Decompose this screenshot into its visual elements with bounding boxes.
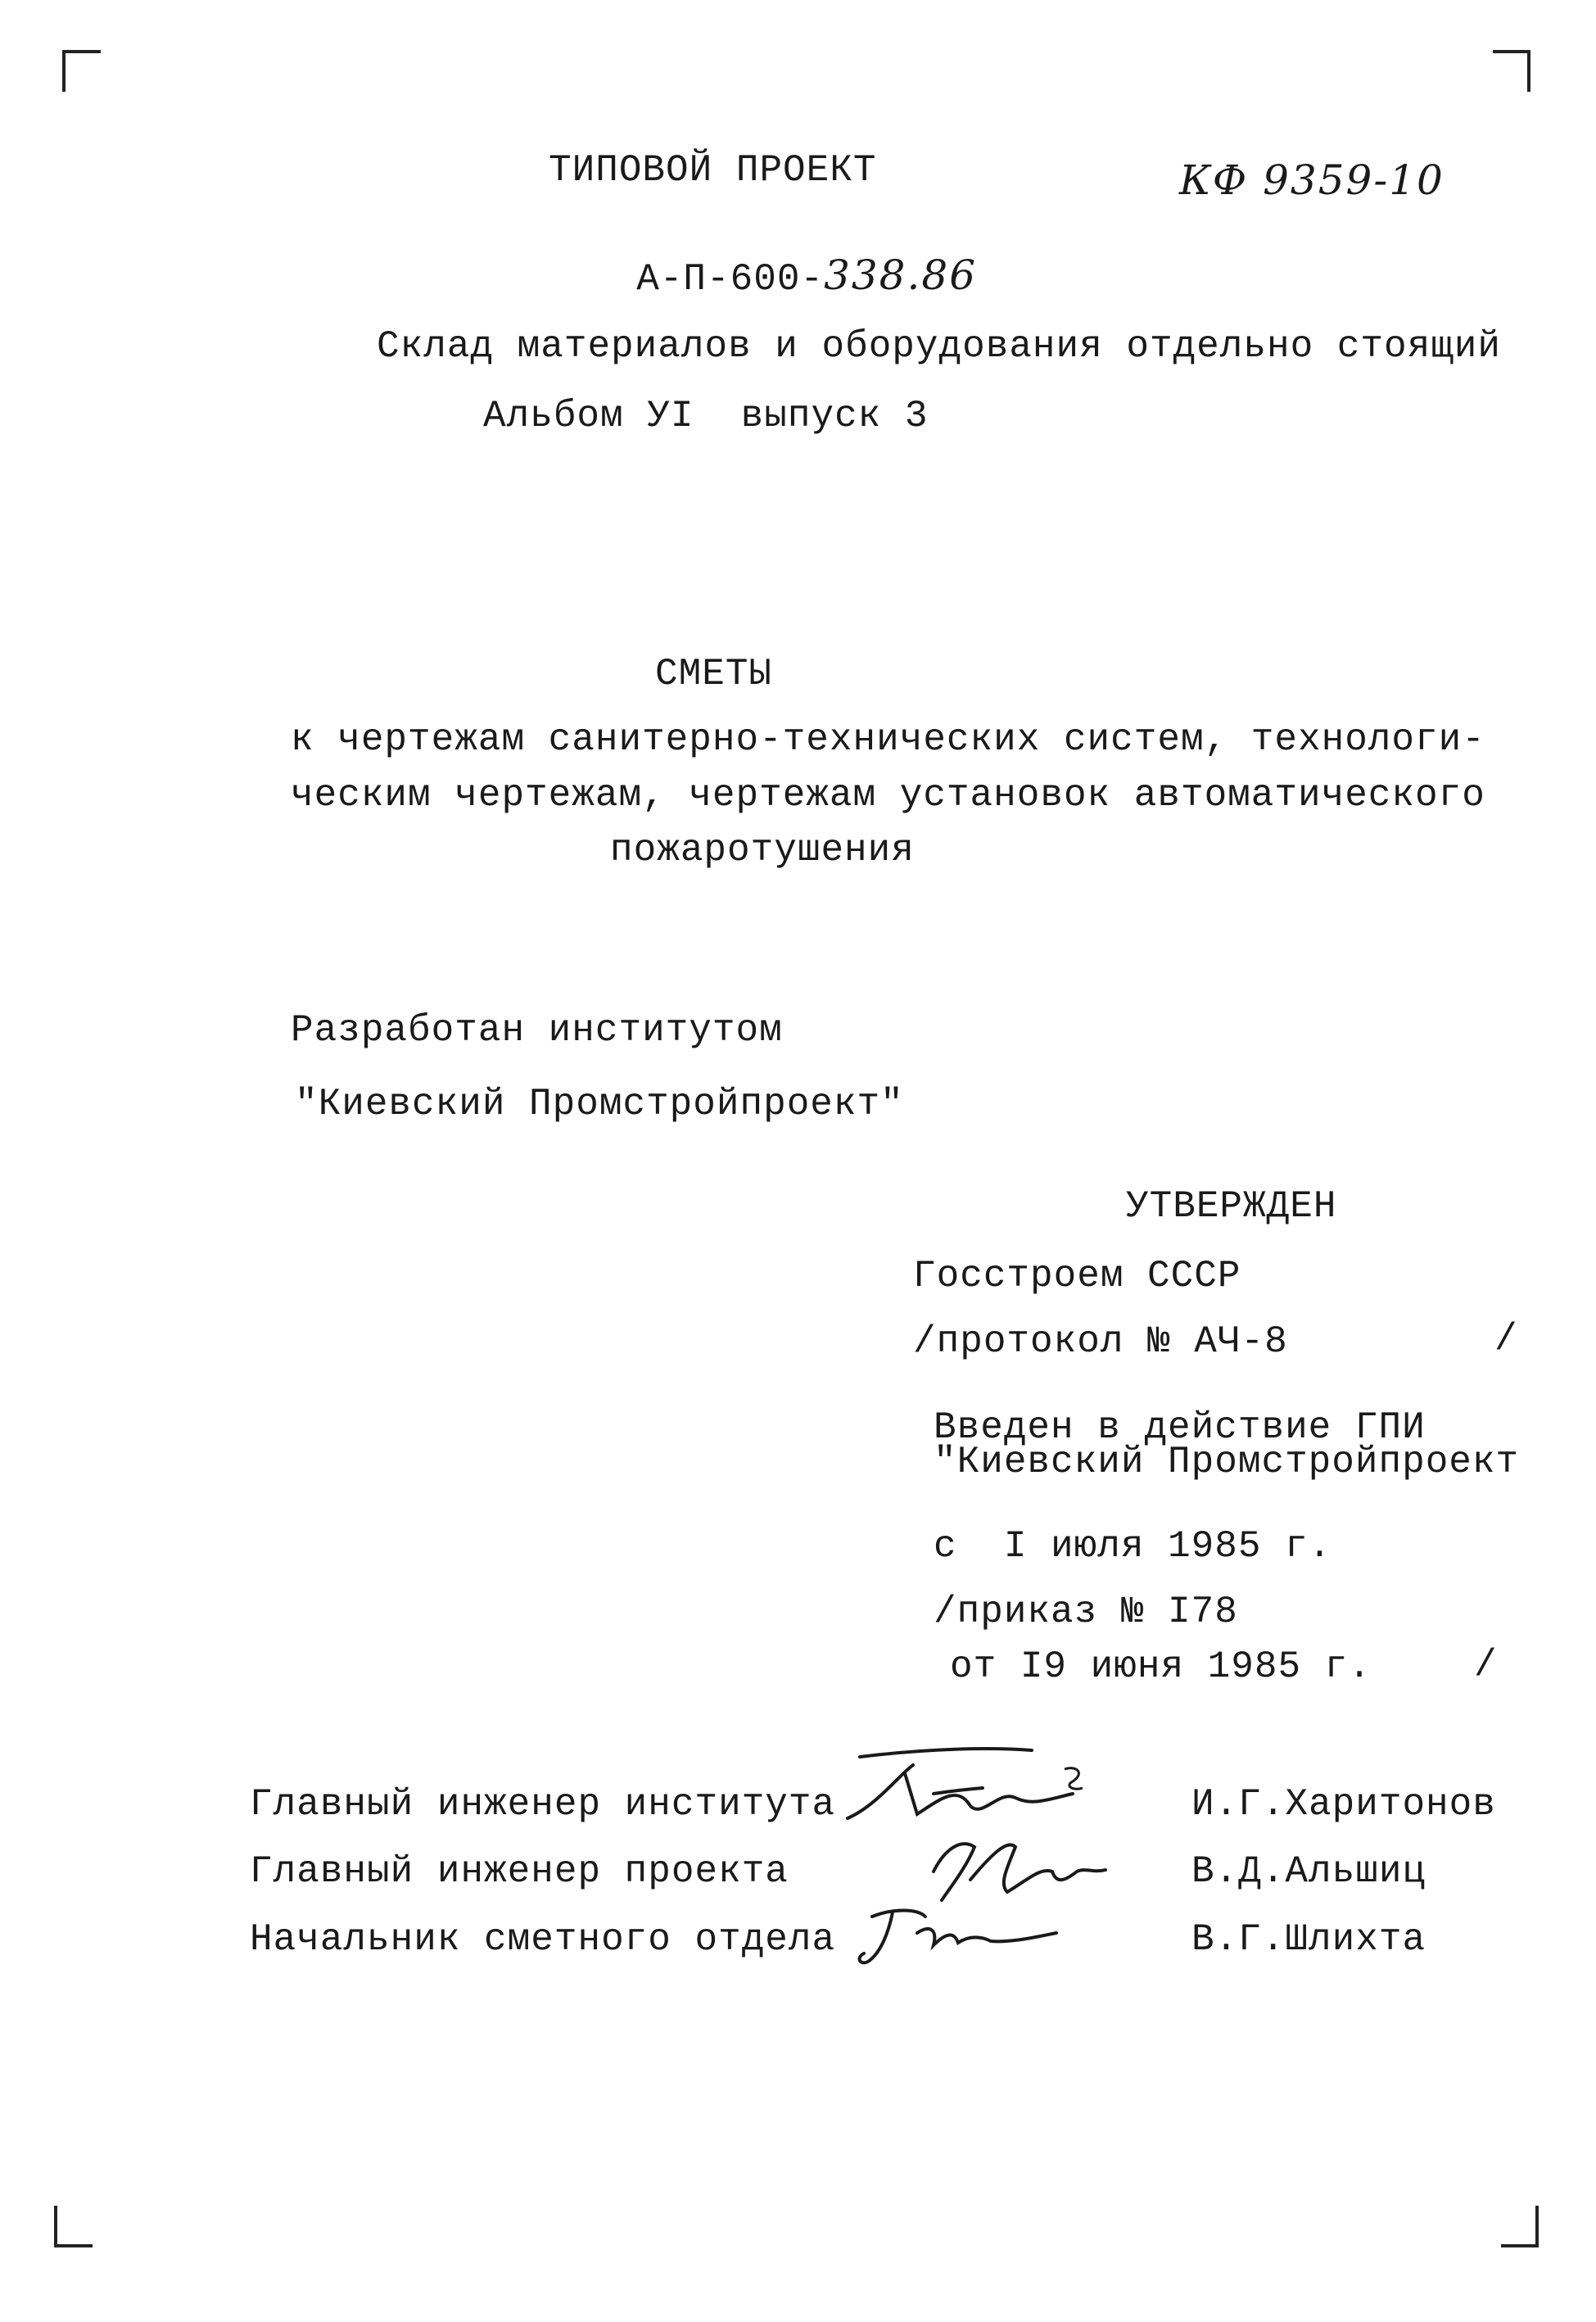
project-code: [590, 217, 978, 301]
approval-protocol-close: /: [1494, 1318, 1518, 1360]
corner-mark-top-right: [1490, 49, 1531, 94]
corner-mark-bottom-right: [1499, 2203, 1539, 2248]
project-type: ТИПОВОЙ ПРОЕКТ: [549, 149, 877, 192]
order-line-1: /приказ № I78: [934, 1591, 1238, 1633]
signature-role-1: Главный инженер института: [250, 1783, 836, 1826]
section-line-3: пожаротушения: [610, 829, 915, 871]
signature-scribble-3: [835, 1884, 1081, 1974]
approval-heading: УТВЕРЖДЕН: [1126, 1185, 1337, 1228]
approval-protocol: /протокол № АЧ-8: [913, 1320, 1288, 1363]
signature-name-2: В.Д.Альшиц: [1191, 1850, 1426, 1893]
corner-mark-bottom-left: [53, 2203, 94, 2248]
order-line-2: от I9 июня 1985 г.: [950, 1645, 1372, 1688]
signature-role-3: Начальник сметного отдела: [250, 1918, 836, 1961]
enacted-line-2: "Киевский Промстройпроект: [934, 1441, 1520, 1483]
corner-mark-top-left: [61, 49, 102, 94]
signature-role-2: Главный инженер проекта: [250, 1850, 789, 1893]
project-code-handwritten: 338.86: [824, 251, 978, 299]
signature-name-3: В.Г.Шлихта: [1191, 1918, 1426, 1961]
order-close: /: [1474, 1644, 1498, 1686]
document-title: Склад материалов и оборудования отдельно стоящий: [377, 325, 1502, 368]
enacted-line-1: Введен в действие ГПИ: [934, 1406, 1426, 1449]
enacted-date: с I июля 1985 г.: [934, 1525, 1332, 1568]
signature-scribble-1: [827, 1740, 1089, 1831]
project-code-prefix: А-П-600-: [636, 258, 825, 301]
section-heading: СМЕТЫ: [655, 653, 773, 695]
archive-code: КФ 9359-10: [1179, 156, 1445, 204]
section-line-1: к чертежам санитерно-технических систем, технологи-: [291, 718, 1485, 761]
section-line-2: ческим чертежам, чертежам установок автоматического: [291, 774, 1485, 817]
signature-name-1: И.Г.Харитонов: [1191, 1783, 1496, 1826]
developer-line-1: Разработан институтом: [291, 1009, 783, 1052]
developer-line-2: "Киевский Промстройпроект": [295, 1083, 904, 1125]
approval-body: Госстроем СССР: [913, 1255, 1241, 1297]
album-issue: Альбом УI выпуск 3: [483, 395, 929, 437]
